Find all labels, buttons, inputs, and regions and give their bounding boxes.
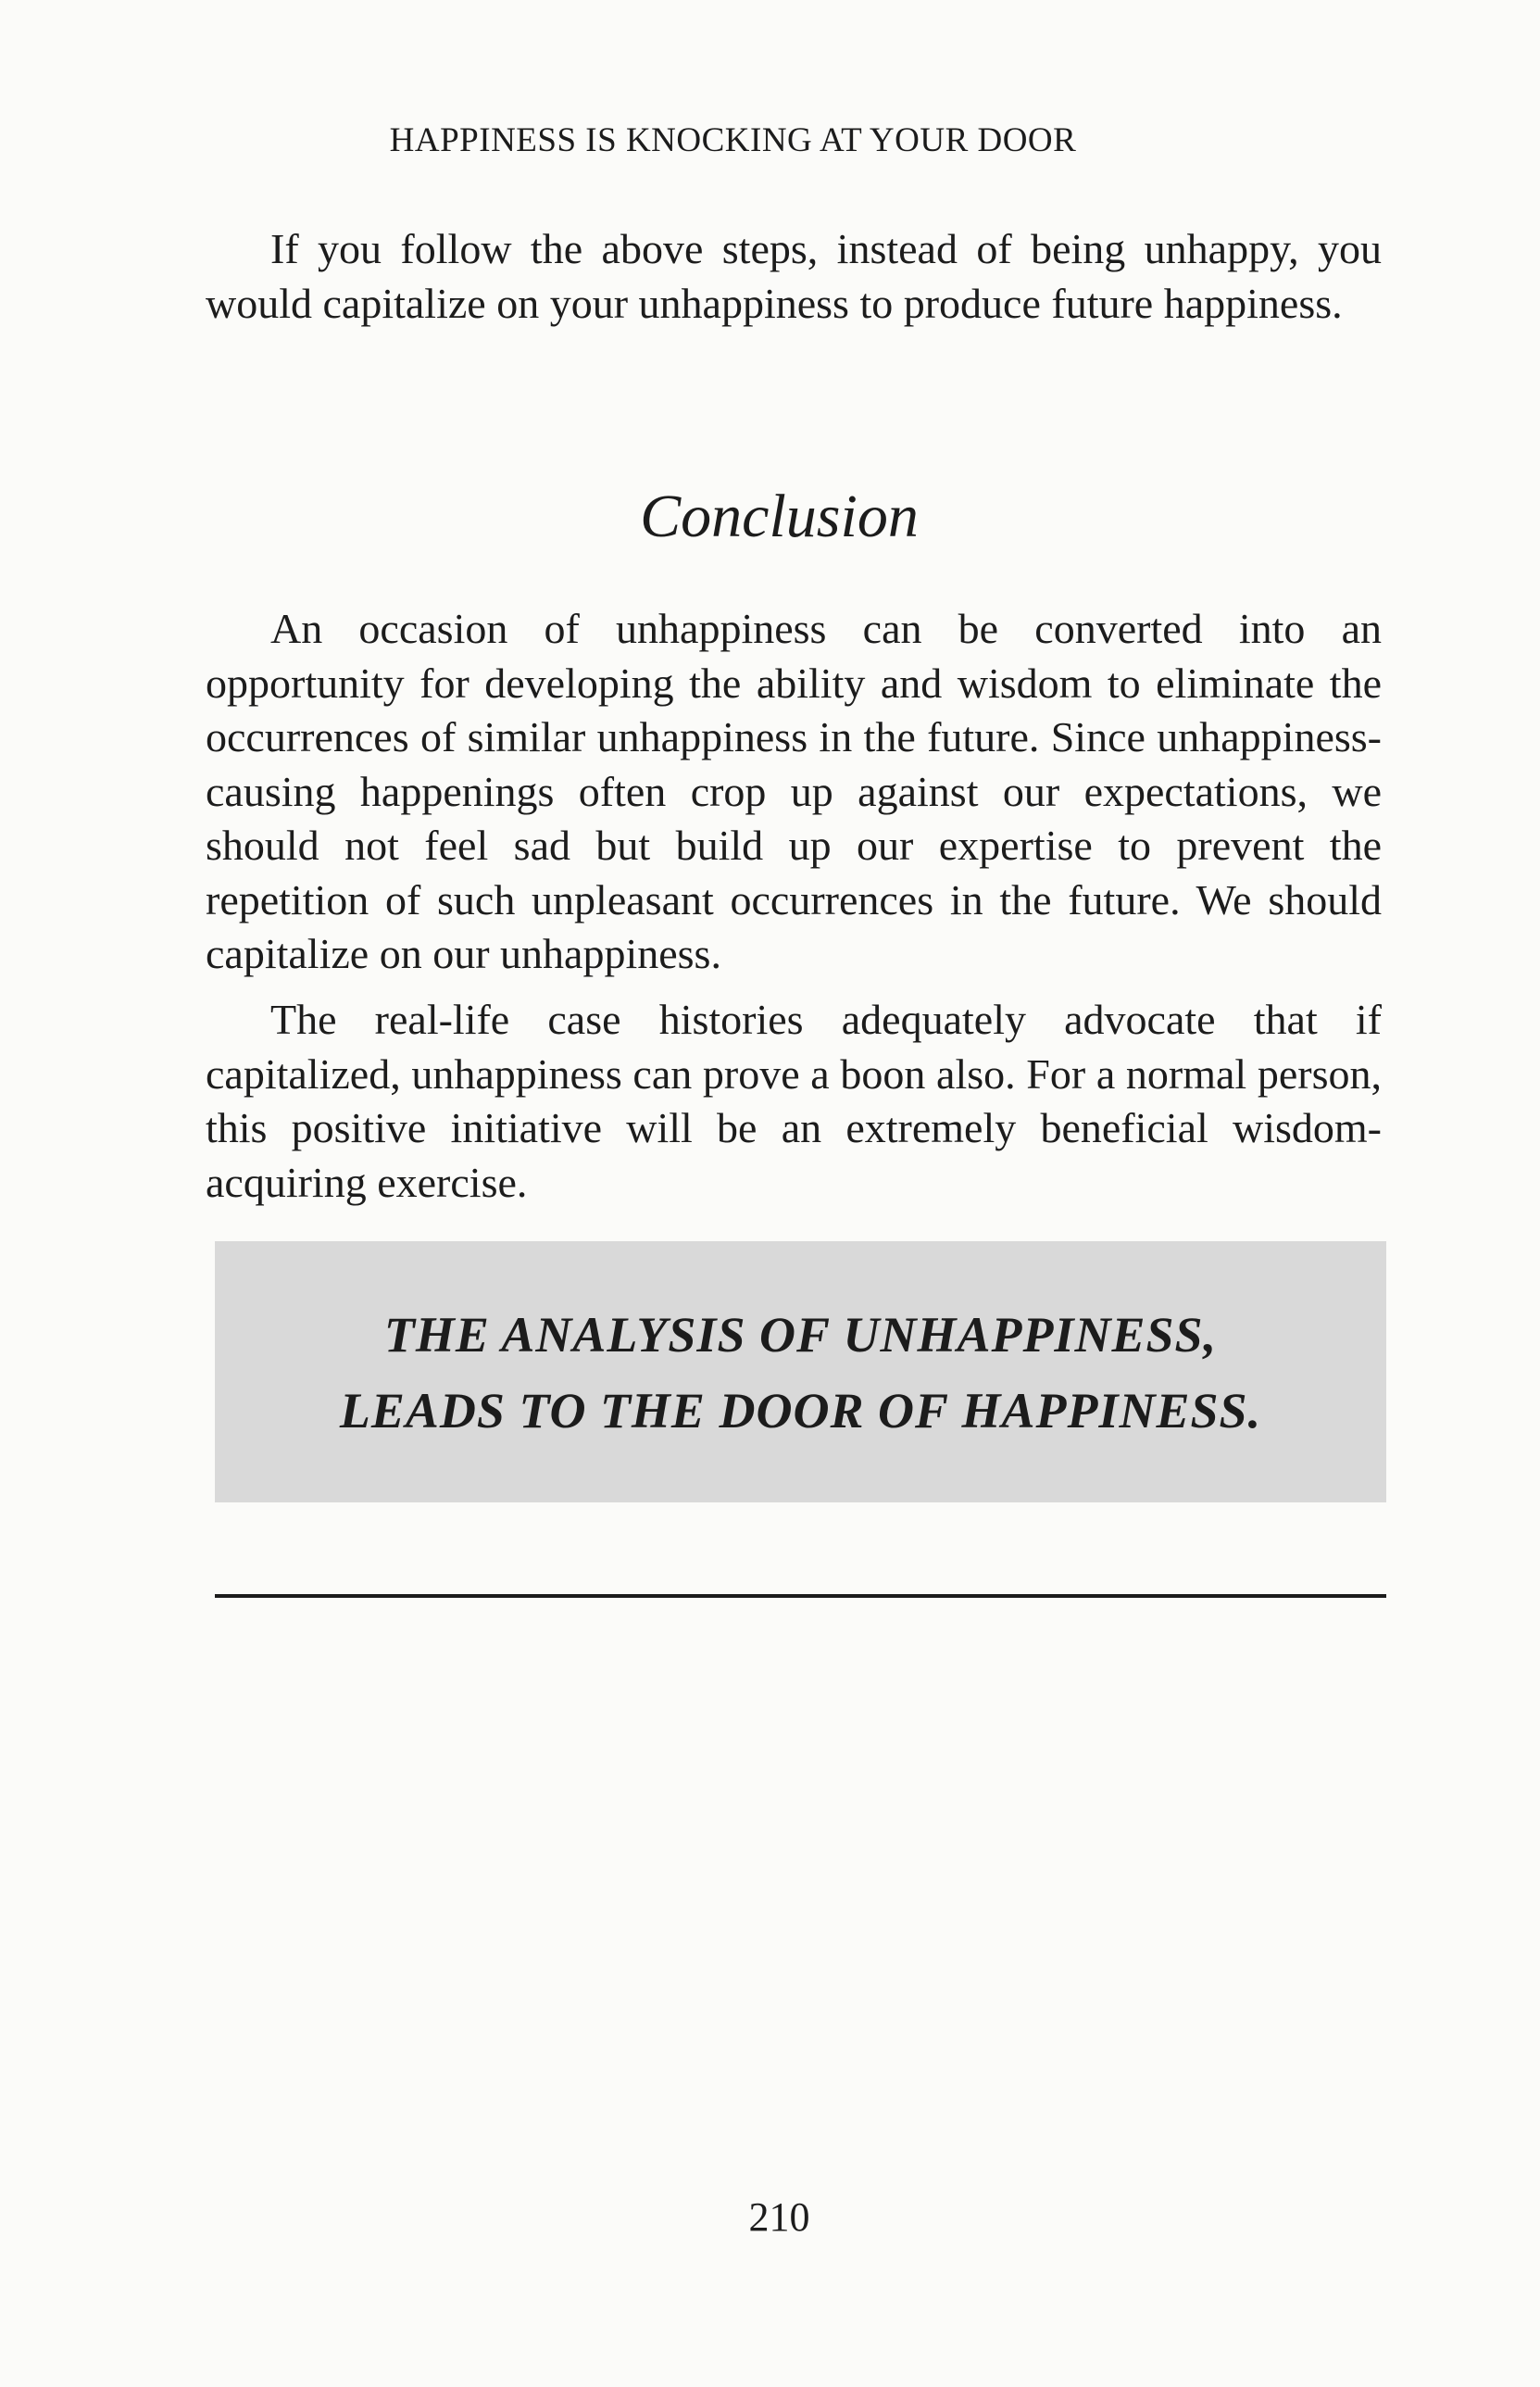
callout-line-1: THE ANALYSIS OF UNHAPPINESS, [383,1307,1218,1363]
running-head: HAPPINESS IS KNOCKING AT YOUR DOOR [389,121,1077,159]
horizontal-rule [215,1594,1386,1598]
callout-line-2: LEADS TO THE DOOR OF HAPPINESS. [339,1383,1262,1438]
intro-paragraph: If you follow the above steps, instead of being unhappy, you would capitalize on your unhappiness to produce future happiness. [206,225,1382,327]
page-number: 210 [748,2194,810,2240]
conclusion-paragraph-2: The real-life case histories adequately advocate that if capitalized, unhappiness can prove a boon also. For a normal person, this positive initiative will be an extremely beneficial wisdom-acquiring exercise. [206,996,1382,1206]
callout-box [215,1241,1386,1502]
conclusion-paragraph-1: An occasion of unhappiness can be converted into an opportunity for developing the ability and wisdom to eliminate the occurrences of similar unhappiness in the future. Since unhappiness-causing happenings often crop up against our expectations, we should not feel sad but build up our expertise to prevent the repetition of such unpleasant occurrences in the future. We should capitalize on our unhappiness. [206,605,1382,977]
section-heading: Conclusion [640,483,919,550]
